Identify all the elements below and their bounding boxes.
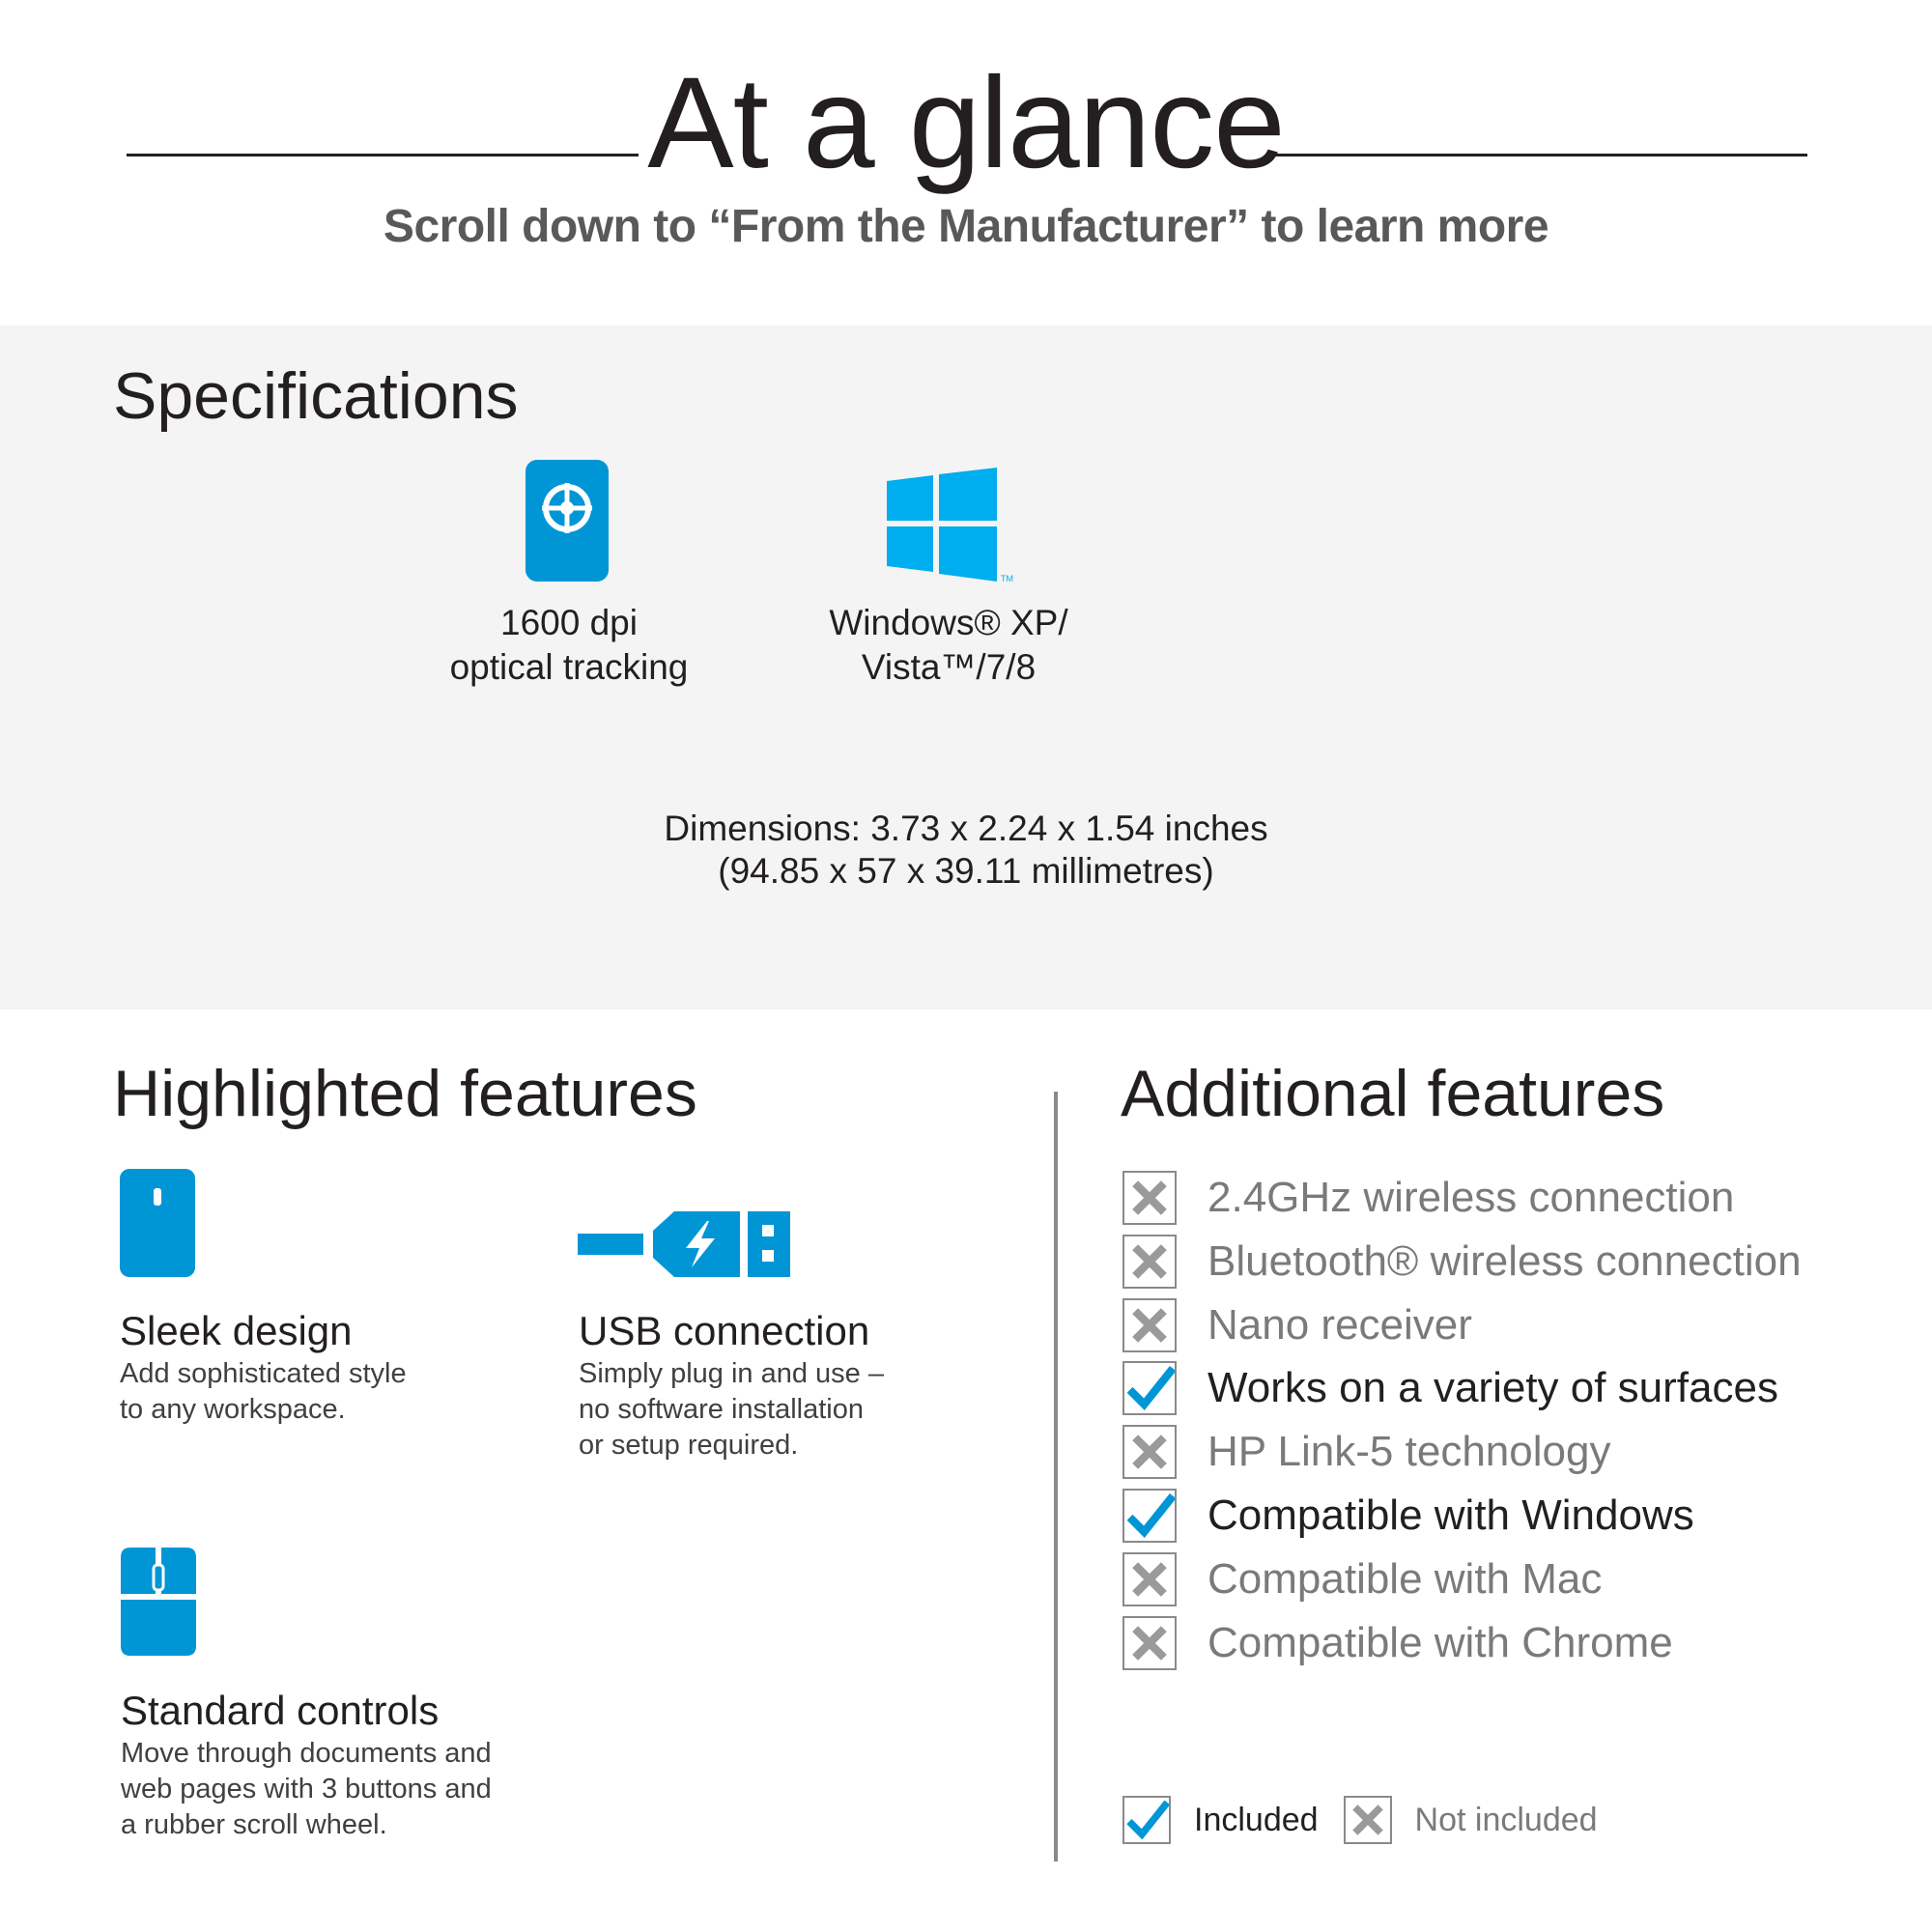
x-icon — [1122, 1616, 1177, 1670]
feature-sleek-title: Sleek design — [120, 1308, 353, 1353]
usb-icon — [578, 1208, 792, 1281]
feature-controls-desc-2: web pages with 3 buttons and — [121, 1774, 492, 1804]
sleek-mouse-icon — [118, 1167, 197, 1279]
legend-included-label: Included — [1194, 1802, 1319, 1838]
feature-controls-title: Standard controls — [121, 1688, 440, 1733]
specifications-title: Specifications — [113, 359, 519, 433]
spec-dpi-line2: optical tracking — [449, 647, 689, 687]
feature-row-label: Compatible with Mac — [1208, 1554, 1603, 1603]
x-icon — [1122, 1235, 1177, 1289]
feature-row — [1122, 1169, 1734, 1227]
x-icon — [1122, 1171, 1177, 1225]
feature-row-label: Compatible with Windows — [1208, 1492, 1694, 1539]
spec-os-line2: Vista™/7/8 — [861, 647, 1037, 687]
feature-standard-controls — [121, 1686, 584, 1843]
spec-os-line1: Windows® XP/ — [829, 603, 1068, 642]
x-icon — [1122, 1425, 1177, 1479]
check-icon — [1122, 1361, 1177, 1415]
x-icon — [1344, 1796, 1392, 1844]
feature-sleek-desc-1: Add sophisticated style — [120, 1358, 407, 1389]
spec-dpi-line1: 1600 dpi — [500, 603, 638, 642]
feature-row-label: HP Link-5 technology — [1208, 1428, 1611, 1476]
feature-row — [1122, 1359, 1778, 1417]
feature-sleek-design — [120, 1306, 526, 1428]
spec-os-label — [804, 601, 1094, 690]
feature-row — [1122, 1296, 1472, 1354]
spec-dpi-label — [419, 601, 719, 690]
x-icon — [1122, 1298, 1177, 1352]
feature-controls-desc-1: Move through documents and — [121, 1738, 492, 1769]
dimensions-line1: Dimensions: 3.73 x 2.24 x 1.54 inches — [664, 809, 1268, 848]
feature-usb-desc-2: no software installation — [579, 1394, 864, 1425]
target-icon — [524, 458, 611, 583]
section-divider — [1054, 1092, 1058, 1861]
legend — [1122, 1793, 1598, 1847]
check-icon — [1122, 1796, 1171, 1844]
dimensions-line2: (94.85 x 57 x 39.11 millimetres) — [718, 851, 1214, 891]
page-title: At a glance — [647, 51, 1285, 195]
feature-usb-desc-3: or setup required. — [579, 1430, 799, 1461]
feature-row — [1122, 1550, 1602, 1608]
feature-row-label: Compatible with Chrome — [1208, 1618, 1673, 1666]
highlighted-features-title: Highlighted features — [113, 1057, 697, 1130]
feature-usb-connection — [579, 1306, 984, 1463]
feature-row-label: Bluetooth® wireless connection — [1208, 1236, 1802, 1285]
windows-logo-icon — [885, 468, 1014, 585]
legend-not-included-label: Not included — [1414, 1802, 1598, 1838]
feature-usb-desc-1: Simply plug in and use – — [579, 1358, 884, 1389]
feature-row-label: Works on a variety of surfaces — [1208, 1364, 1778, 1412]
feature-controls-desc-3: a rubber scroll wheel. — [121, 1809, 387, 1840]
feature-row-label: Nano receiver — [1208, 1300, 1472, 1349]
feature-row-label: 2.4GHz wireless connection — [1208, 1174, 1735, 1221]
feature-usb-title: USB connection — [579, 1308, 870, 1353]
three-button-mouse-icon — [119, 1546, 198, 1658]
check-icon — [1122, 1489, 1177, 1543]
x-icon — [1122, 1552, 1177, 1606]
feature-row — [1122, 1487, 1694, 1545]
feature-row — [1122, 1233, 1802, 1291]
page-subtitle: Scroll down to “From the Manufacturer” to learn more — [383, 201, 1549, 252]
dimensions-label — [483, 808, 1449, 893]
feature-row — [1122, 1614, 1673, 1672]
feature-sleek-desc-2: to any workspace. — [120, 1394, 346, 1425]
feature-row — [1122, 1423, 1610, 1481]
additional-features-title: Additional features — [1121, 1057, 1665, 1130]
svg-text:TM: TM — [1001, 574, 1013, 583]
